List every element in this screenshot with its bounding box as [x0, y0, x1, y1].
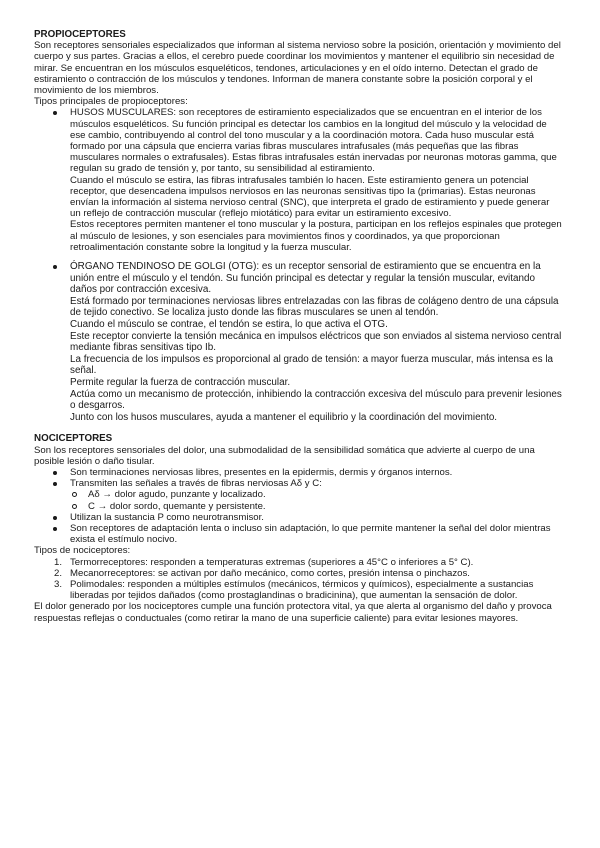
list-text: Termorreceptores: responden a temperaturas extremas (superiores a 45°C o inferiores a 5° C). — [70, 556, 474, 568]
list-item-termorreceptores — [34, 557, 562, 568]
list-item-mecanorreceptores — [34, 568, 562, 579]
list-item-husos-musculares — [34, 107, 562, 253]
section-intro: Son los receptores sensoriales del dolor, una submodalidad de la sensibilidad somática que advierte al cuerpo de una posible lesión o daño tisular. — [34, 444, 535, 467]
list-number: 1. — [54, 556, 63, 568]
golgi-activation: Cuando el músculo se contrae, el tendón se estira, lo que activa el OTG. — [70, 319, 388, 331]
list-item: Son terminaciones nerviosas libres, presentes en la epidermis, dermis y órganos internos. — [34, 467, 562, 478]
section-heading: NOCICEPTORES — [34, 433, 113, 445]
nociceptor-feature-list — [34, 467, 562, 489]
golgi-definition: ÓRGANO TENDINOSO DE GOLGI (OTG): es un receptor sensorial de estiramiento que se encuentra en la unión entre el músculo y el tendón. Su función principal es detectar y regular la tensión muscular, evitando daños por contracción excesiva. — [70, 261, 541, 296]
types-label: Tipos principales de propioceptores: — [34, 96, 188, 108]
section-heading: PROPIOCEPTORES — [34, 29, 126, 40]
golgi-structure: Está formado por terminaciones nerviosas libres entrelazadas con las fibras de colágeno dentro de una cápsula de tejido conectivo. Se localiza justo donde las fibras musculares se unen al tendón. — [70, 295, 559, 319]
list-item: Transmiten las señales a través de fibras nerviosas Aδ y C: — [34, 478, 562, 489]
nociceptor-type-list — [34, 557, 562, 602]
golgi-frequency: La frecuencia de los impulsos es proporcional al grado de tensión: a mayor fuerza muscular, más intensa es la señal. — [70, 353, 554, 377]
list-item: Son receptores de adaptación lenta o incluso sin adaptación, lo que permite mantener la señal del dolor mientras exista el estímulo nocivo. — [34, 523, 562, 545]
list-text: Mecanorreceptores: se activan por daño mecánico, como cortes, presión intensa o pinchazos. — [70, 567, 470, 579]
golgi-balance: Junto con los husos musculares, ayuda a mantener el equilibrio y la coordinación del movimiento. — [70, 411, 498, 423]
nociceptor-feature-list-2 — [34, 512, 562, 546]
list-item-fiber-c: C → dolor sordo, quemante y persistente. — [34, 501, 562, 512]
section-spacer — [34, 423, 562, 433]
section-conclusion: El dolor generado por los nociceptores cumple una función protectora vital, ya que alerta al organismo del daño y provoca respuestas reflejas o conductuales (como retirar la mano de una superficie caliente) para evitar lesiones mayores. — [34, 601, 552, 624]
list-number: 2. — [54, 567, 63, 579]
husos-function: Estos receptores permiten mantener el tono muscular y la postura, participan en los reflejos espinales que protegen al músculo de lesiones, y son esenciales para movimientos finos y coordinados, ya que proporcionan retroalimentación constante sobre la longitud y la fuerza muscular. — [70, 219, 562, 253]
list-item-fiber-a-delta: Aδ → dolor agudo, punzante y localizado. — [34, 489, 562, 500]
section-propioceptores — [34, 29, 562, 423]
types-label: Tipos de nociceptores: — [34, 545, 131, 557]
golgi-conversion: Este receptor convierte la tensión mecánica en impulsos eléctricos que son enviados al sistema nervioso central mediante fibras sensitivas tipo Ib. — [70, 330, 562, 354]
husos-definition: HUSOS MUSCULARES: son receptores de estiramiento especializados que se encuentran en el interior de los músculos esqueléticos. Su función principal es detectar los cambios en la longitud del músculo y la velocidad de ese cambio, contribuyendo al control del tono muscular y a la coordinación motora. Cada huso muscular está formado por una cápsula que encierra varias fibras musculares intrafusales (más pequeñas que las fibras musculares normales o extrafusales). Estas fibras intrafusales están inervadas por neuronas motoras gamma, que regulan su grado de tensión y, por tanto, su sensibilidad al estiramiento. — [70, 107, 557, 175]
section-intro: Son receptores sensoriales especializados que informan al sistema nervioso sobre la posición, orientación y movimiento del cuerpo y sus partes. Gracias a ellos, el cerebro puede coordinar los movimientos y mantener el equilibrio sin necesidad de mirar. Se encuentran en los músculos esqueléticos, tendones, articulaciones y en el oído interno. Detectan el grado de estiramiento o contracción de los músculos y tendones. Informan de manera constante sobre la posición corporal y el movimiento de los miembros. — [34, 40, 561, 97]
list-text: Polimodales: responden a múltiples estímulos (mecánicos, térmicos y químicos), especialmente a sustancias liberadas por tejidos dañados (como prostaglandinas o bradicinina), que aumentan la sensación de dolor. — [70, 579, 534, 602]
list-item: Utilizan la sustancia P como neurotransmisor. — [34, 512, 562, 523]
list-number: 3. — [54, 579, 63, 591]
golgi-regulation: Permite regular la fuerza de contracción muscular. — [70, 377, 291, 388]
list-item-organo-golgi — [34, 261, 562, 423]
document-page — [34, 29, 562, 624]
golgi-protection: Actúa como un mecanismo de protección, inhibiendo la contracción excesiva del músculo para prevenir lesiones o desgarros. — [70, 388, 562, 412]
husos-mechanism: Cuando el músculo se estira, las fibras intrafusales también lo hacen. Este estiramiento genera un potencial receptor, que desencadena impulsos nerviosos en las neuronas sensitivas tipo Ia (primarias). Estas neuronas envían la información al sistema nervioso central (SNC), que interpreta el grado de estiramiento y puede generar un reflejo de contracción muscular (reflejo miotático) para evitar un estiramiento excesivo. — [70, 174, 550, 220]
list-item-polimodales — [34, 579, 562, 601]
section-nociceptores — [34, 433, 562, 623]
fiber-type-list — [34, 489, 562, 511]
propioceptor-type-list — [34, 107, 562, 423]
